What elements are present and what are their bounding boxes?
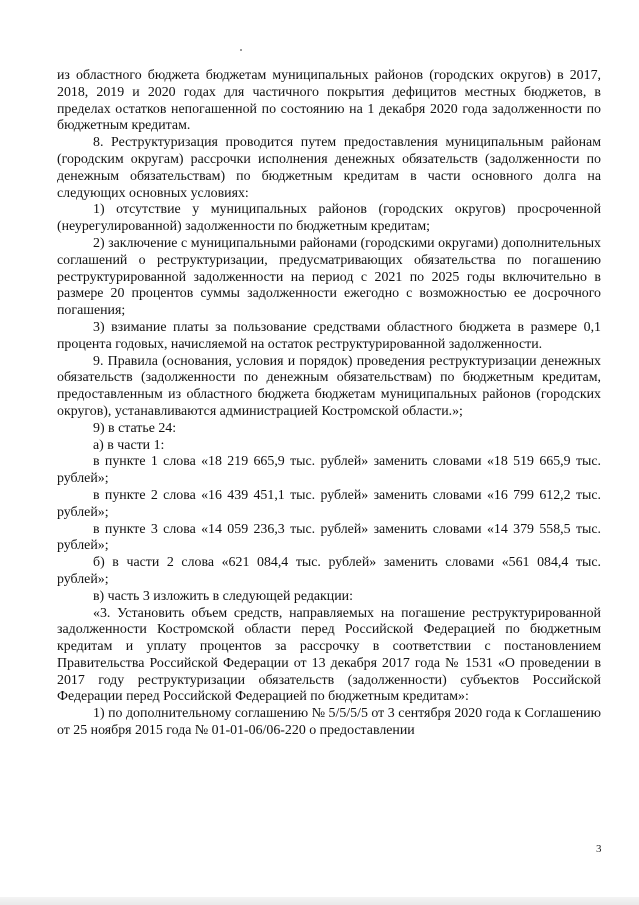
paragraph-subitem-2: 2) заключение с муниципальными районами (городскими округами) дополнительных соглашений о реструктуризации, предусматривающих обязательства по погашению реструктурированной задолженности на период с 2021 по 2025 годы включительно в размере 20 процентов суммы задолженности ежегодно с возможностью ее досрочного погашения; [57, 235, 601, 319]
paragraph-point-2: в пункте 2 слова «16 439 451,1 тыс. рублей» заменить словами «16 799 612,2 тыс. рублей»; [57, 487, 601, 520]
paragraph-item-9: 9. Правила (основания, условия и порядок) проведения реструктуризации денежных обязательств (задолженности по денежным обязательствам) по бюджетным кредитам, предоставленным из областного бюджета бюджетам муниципальных районов (городских округов), устанавливаются администрацией Костромской области.»; [57, 353, 601, 419]
paragraph-article-24: 9) в статье 24: [93, 420, 177, 436]
paragraph-part-3-point-1: 1) по дополнительному соглашению № 5/5/5/5 от 3 сентября 2020 года к Соглашению от 25 ноября 2015 года № 01-01-06/06-220 о предоставлении [57, 706, 601, 739]
document-body [57, 68, 601, 740]
scan-bottom-edge [0, 897, 639, 905]
page-number: 3 [596, 843, 602, 855]
paragraph-point-1: в пункте 1 слова «18 219 665,9 тыс. рублей» заменить словами «18 519 665,9 тыс. рублей»; [57, 454, 601, 487]
paragraph-continuation: из областного бюджета бюджетам муниципальных районов (городских округов) в 2017, 2018, 2019 и 2020 годах для частичного покрытия дефицитов местных бюджетов, в пределах остатков непогашенной по состоянию на 1 декабря 2020 года задолженности по бюджетным кредитам. [57, 68, 601, 134]
scan-speck [240, 49, 242, 51]
paragraph-part-3-intro: в) часть 3 изложить в следующей редакции: [93, 588, 353, 604]
paragraph-part-2: б) в части 2 слова «621 084,4 тыс. рублей» заменить словами «561 084,4 тыс. рублей»; [57, 555, 601, 587]
paragraph-subitem-3: 3) взимание платы за пользование средствами областного бюджета в размере 0,1 процента годовых, начисляемой на остаток реструктурированной задолженности. [57, 319, 601, 352]
paragraph-part-1: а) в части 1: [93, 437, 165, 453]
paragraph-subitem-1: 1) отсутствие у муниципальных районов (городских округов) просроченной (неурегулированной) задолженности по бюджетным кредитам; [57, 202, 601, 235]
paragraph-part-3-text: «3. Установить объем средств, направляемых на погашение реструктурированной задолженности Костромской области перед Российской Федерацией по бюджетным кредитам и уплату процентов за рассрочку в соответствии с постановлением Правительства Российской Федерации от 13 декабря 2017 года № 1531 «О проведении в 2017 году реструктуризации обязательств (задолженности) субъектов Российской Федерации перед Российской Федерацией по бюджетным кредитам»: [57, 605, 601, 705]
paragraph-item-8: 8. Реструктуризация проводится путем предоставления муниципальным районам (городским округам) рассрочки исполнения денежных обязательств (задолженности по денежным обязательствам) по бюджетным кредитам в части основного долга на следующих основных условиях: [57, 135, 601, 201]
paragraph-point-3: в пункте 3 слова «14 059 236,3 тыс. рублей» заменить словами «14 379 558,5 тыс. рублей»; [57, 521, 601, 554]
